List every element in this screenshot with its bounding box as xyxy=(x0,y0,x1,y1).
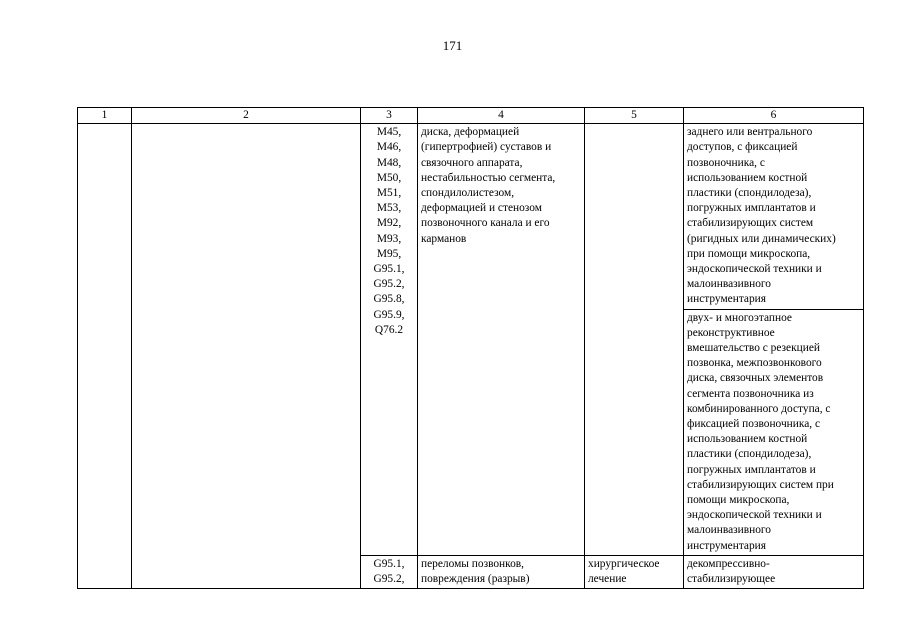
text-line: малоинвазивного xyxy=(687,278,771,291)
treatment-method-cell xyxy=(684,124,864,309)
text-line: хирургическое xyxy=(588,557,660,570)
text-line: пластики (спондилодеза), xyxy=(687,187,812,200)
text-line: комбинированного доступа, с xyxy=(687,402,831,415)
text-line: повреждения (разрыв) xyxy=(421,573,530,586)
text-line: инструментария xyxy=(687,293,767,306)
treatment-type-cell xyxy=(585,555,684,588)
text-line: нестабильностью сегмента, xyxy=(421,171,556,184)
diagnosis-code: G95.1, xyxy=(373,263,405,276)
page-number: 171 xyxy=(442,38,463,53)
text-line: эндоскопической техники и xyxy=(687,509,822,522)
text-line: реконструктивное xyxy=(687,326,775,339)
empty-cell xyxy=(78,124,132,589)
diagnosis-code: M95, xyxy=(376,247,402,260)
text-line: (ригидных или динамических) xyxy=(687,232,836,245)
diagnosis-code: M48, xyxy=(376,156,402,169)
condition-description-cell xyxy=(418,555,585,588)
diagnosis-code: Q76.2 xyxy=(374,323,404,336)
text-line: эндоскопической техники и xyxy=(687,263,822,276)
column-header: 1 xyxy=(78,108,132,124)
diagnosis-code: G95.2, xyxy=(373,573,405,586)
text-line: стабилизирующих систем xyxy=(687,217,814,230)
diagnosis-code: M53, xyxy=(376,202,402,215)
treatment-method-cell xyxy=(684,555,864,588)
diagnosis-code: M92, xyxy=(376,217,402,230)
text-line: переломы позвонков, xyxy=(421,557,525,570)
treatment-method-cell xyxy=(684,309,864,555)
text-line: связочного аппарата, xyxy=(421,156,523,169)
diagnosis-code: G95.9, xyxy=(373,308,405,321)
text-line: пластики (спондилодеза), xyxy=(687,448,812,461)
text-line: позвонка, межпозвонкового xyxy=(687,357,822,370)
text-line: диска, деформацией xyxy=(421,126,520,139)
text-line: деформацией и стенозом xyxy=(421,202,542,215)
diagnosis-code: M46, xyxy=(376,141,402,154)
diagnosis-code: M51, xyxy=(376,187,402,200)
text-line: двух- и многоэтапное xyxy=(687,311,792,324)
text-line: лечение xyxy=(588,573,627,586)
text-line: диска, связочных элементов xyxy=(687,372,824,385)
diagnosis-codes-cell xyxy=(361,555,418,588)
text-line: использованием костной xyxy=(687,171,808,184)
diagnosis-codes-cell xyxy=(361,124,418,556)
diagnosis-code: G95.2, xyxy=(373,278,405,291)
diagnosis-code: M93, xyxy=(376,232,402,245)
text-line: позвоночного канала и его xyxy=(421,217,550,230)
text-line: заднего или вентрального xyxy=(687,126,813,139)
column-header: 6 xyxy=(684,108,864,124)
text-line: позвоночника, с xyxy=(687,156,765,169)
text-line: помощи микроскопа, xyxy=(687,494,790,507)
text-line: доступов, с фиксацией xyxy=(687,141,798,154)
text-line: погружных имплантатов и xyxy=(687,202,816,215)
text-line: при помощи микроскопа, xyxy=(687,247,811,260)
text-line: (гипертрофией) суставов и xyxy=(421,141,552,154)
text-line: спондилолистезом, xyxy=(421,187,515,200)
text-line: малоинвазивного xyxy=(687,524,771,537)
empty-cell xyxy=(132,124,361,589)
diagnosis-code: G95.1, xyxy=(373,557,405,570)
column-header: 4 xyxy=(418,108,585,124)
treatment-type-cell xyxy=(585,124,684,556)
condition-description-cell xyxy=(418,124,585,556)
text-line: использованием костной xyxy=(687,433,808,446)
table-row xyxy=(78,124,864,309)
column-number-row xyxy=(78,108,864,124)
column-header: 5 xyxy=(585,108,684,124)
column-header: 2 xyxy=(132,108,361,124)
text-line: стабилизирующее xyxy=(687,573,776,586)
medical-procedures-table xyxy=(77,107,864,589)
text-line: фиксацией позвоночника, с xyxy=(687,418,821,431)
text-line: декомпрессивно- xyxy=(687,557,770,570)
text-line: вмешательство с резекцией xyxy=(687,342,820,355)
text-line: стабилизирующих систем при xyxy=(687,478,834,491)
text-line: погружных имплантатов и xyxy=(687,463,816,476)
diagnosis-code: M50, xyxy=(376,171,402,184)
diagnosis-code: M45, xyxy=(376,126,402,139)
text-line: сегмента позвоночника из xyxy=(687,387,814,400)
diagnosis-code: G95.8, xyxy=(373,293,405,306)
text-line: карманов xyxy=(421,232,467,245)
text-line: инструментария xyxy=(687,539,767,552)
column-header: 3 xyxy=(361,108,418,124)
